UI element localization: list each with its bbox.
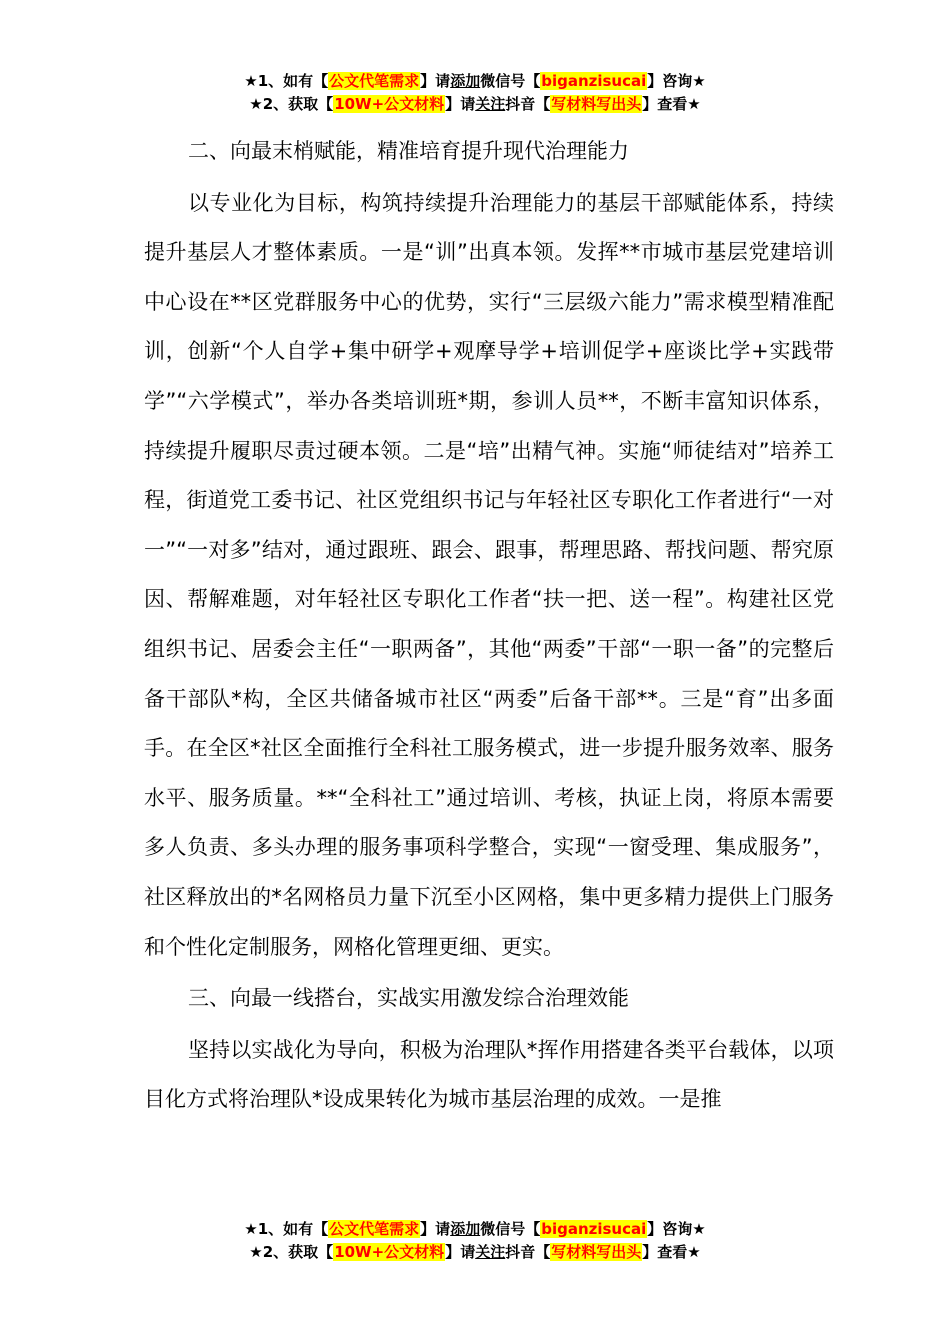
document-body <box>144 127 834 1125</box>
body-paragraph-2: 坚持以实战化为导向，积极为治理队*挥作用搭建各类平台载体，以项目化方式将治理队*设成果转化为城市基层治理的成效。一是推 <box>144 1037 834 1112</box>
banner-underline: 添加 <box>450 72 481 90</box>
banner-highlight: biganzisucai <box>541 72 647 90</box>
banner-line-2 <box>0 93 950 116</box>
top-banner <box>0 70 950 116</box>
banner-highlight: biganzisucai <box>541 1220 647 1238</box>
banner-text: 】查看★ <box>642 1243 701 1261</box>
bottom-banner <box>0 1218 950 1264</box>
banner-underline: 关注 <box>475 1243 506 1261</box>
banner-text: 】请 <box>445 1243 476 1261</box>
banner-underline: 添加 <box>450 1220 481 1238</box>
banner-text: ★2、获取【 <box>249 1243 334 1261</box>
banner-underline: 关注 <box>475 95 506 113</box>
banner-text: ★1、如有【 <box>244 72 329 90</box>
banner-highlight: 公文代笔需求 <box>329 1220 420 1238</box>
banner-text: 】请 <box>445 95 476 113</box>
body-paragraph-1: 以专业化为目标，构筑持续提升治理能力的基层干部赋能体系，持续提升基层人才整体素质。一是“训”出真本领。发挥**市城市基层党建培训中心设在**区党群服务中心的优势，实行“三层级六能力”需求模型精准配训，创新“个人自学+集中研学+观摩导学+培训促学+座谈比学+实践带学”“六学模式”，举办各类培训班*期，参训人员**，不断丰富知识体系，持续提升履职尽责过硬本领。二是“培”出精气神。实施“师徒结对”培养工程，街道党工委书记、社区党组织书记与年轻社区专职化工作者进行“一对一”“一对多”结对，通过跟班、跟会、跟事，帮理思路、帮找问题、帮究原因、帮解难题，对年轻社区专职化工作者“扶一把、送一程”。构建社区党组织书记、居委会主任“一职两备”，其他“两委”干部“一职一备”的完整后备干部队*构，全区共储备城市社区“两委”后备干部**。三是“育”出多面手。在全区*社区全面推行全科社工服务模式，进一步提升服务效率、服务水平、服务质量。**“全科社工”通过培训、考核，执证上岗，将原本需要多人负责、多头办理的服务事项科学整合，实现“一窗受理、集成服务”，社区释放出的*名网格员力量下沉至小区网格，集中更多精力提供上门服务和个性化定制服务，网格化管理更细、更实。 <box>144 190 834 959</box>
banner-line-1 <box>0 70 950 93</box>
banner-highlight: 公文代笔需求 <box>329 72 420 90</box>
banner-highlight: 10W+公文材料 <box>334 95 445 113</box>
banner-text: 】请 <box>420 1220 451 1238</box>
banner-text: 】请 <box>420 72 451 90</box>
banner-text: 】咨询★ <box>647 72 706 90</box>
banner-highlight: 10W+公文材料 <box>334 1243 445 1261</box>
banner-text: ★1、如有【 <box>244 1220 329 1238</box>
banner-highlight: 写材料写出头 <box>551 1243 642 1261</box>
banner-text: 微信号【 <box>480 72 541 90</box>
banner-text: ★2、获取【 <box>249 95 334 113</box>
banner-text: 】查看★ <box>642 95 701 113</box>
section-heading-2: 二、向最末梢赋能，精准培育提升现代治理能力 <box>188 139 629 163</box>
banner-highlight: 写材料写出头 <box>551 95 642 113</box>
section-heading-3: 三、向最一线搭台，实战实用激发综合治理效能 <box>188 986 629 1011</box>
banner-line-2 <box>0 1241 950 1264</box>
banner-text: 微信号【 <box>480 1220 541 1238</box>
banner-text: 抖音【 <box>505 95 551 113</box>
banner-line-1 <box>0 1218 950 1241</box>
banner-text: 】咨询★ <box>647 1220 706 1238</box>
banner-text: 抖音【 <box>505 1243 551 1261</box>
